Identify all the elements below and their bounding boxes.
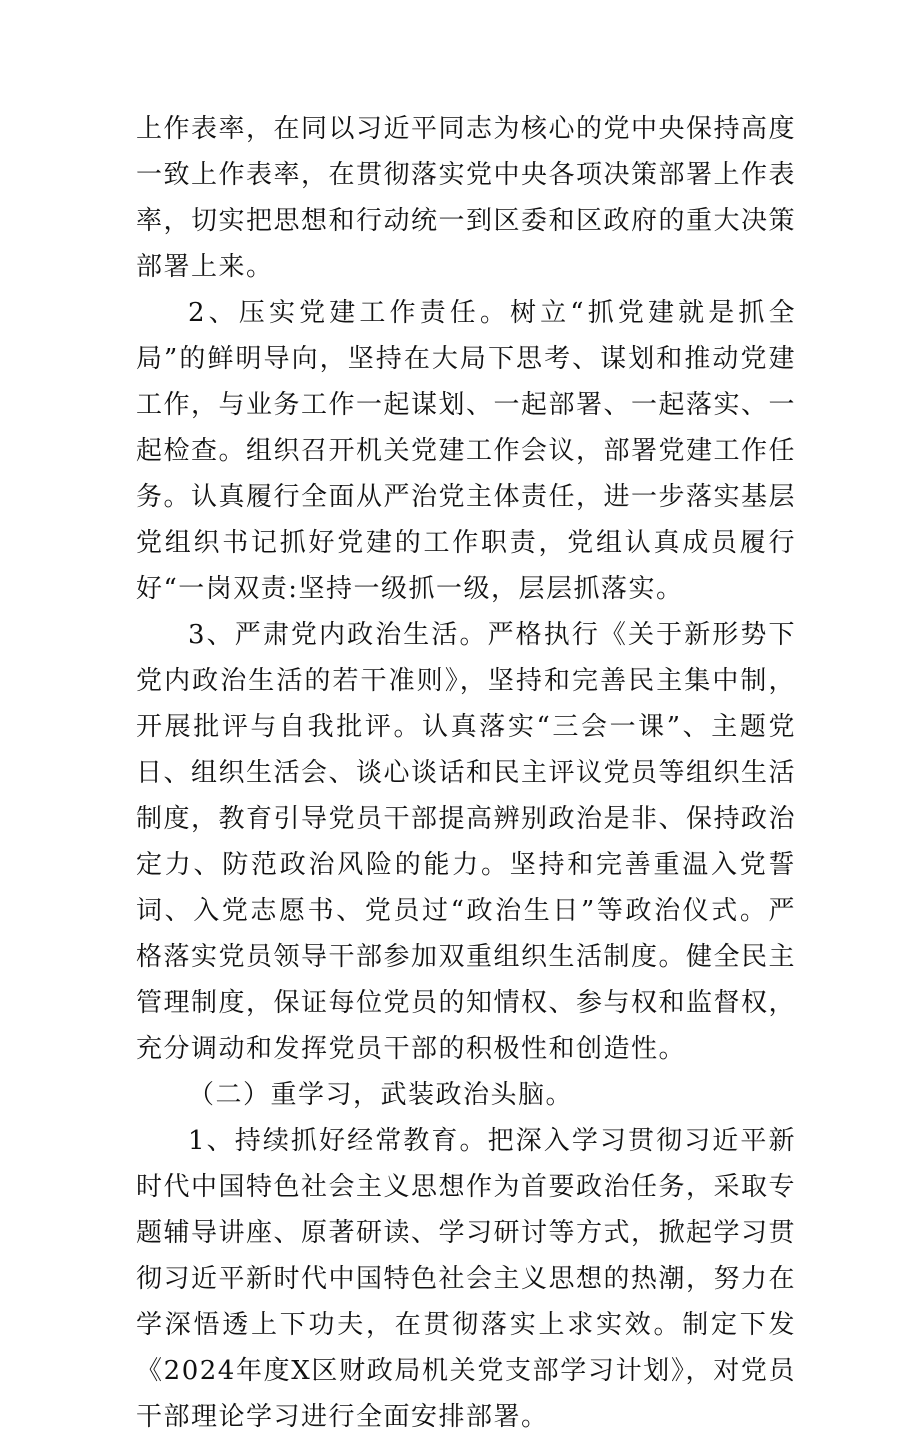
paragraph-item-1: 1、持续抓好经常教育。把深入学习贯彻习近平新时代中国特色社会主义思想作为首要政治任务，采取专题辅导讲座、原著研读、学习研讨等方式，掀起学习贯彻习近平新时代中国特色社会主义思想的热潮，努力在学深悟透上下功夫，在贯彻落实上求实效。制定下发《2024年度X区财政局机关党支部学习计划》，对党员干部理论学习进行全面安排部署。: [136, 1126, 797, 1432]
document-body: [136, 106, 796, 1440]
section-heading-2: （二）重学习，武装政治头脑。: [188, 1080, 574, 1110]
paragraph-item-3: 3、严肃党内政治生活。严格执行《关于新形势下党内政治生活的若干准则》，坚持和完善民主集中制，开展批评与自我批评。认真落实“三会一课”、主题党日、组织生活会、谈心谈话和民主评议党员等组织生活制度，教育引导党员干部提高辨别政治是非、保持政治定力、防范政治风险的能力。坚持和完善重温入党誓词、入党志愿书、党员过“政治生日”等政治仪式。严格落实党员领导干部参加双重组织生活制度。健全民主管理制度，保证每位党员的知情权、参与权和监督权，充分调动和发挥党员干部的积极性和创造性。: [136, 620, 797, 1064]
paragraph-continuation: 上作表率，在同以习近平同志为核心的党中央保持高度一致上作表率，在贯彻落实党中央各项决策部署上作表率，切实把思想和行动统一到区委和区政府的重大决策部署上来。: [136, 114, 797, 282]
paragraph-item-2: 2、压实党建工作责任。树立“抓党建就是抓全局”的鲜明导向，坚持在大局下思考、谋划和推动党建工作，与业务工作一起谋划、一起部署、一起落实、一起检查。组织召开机关党建工作会议，部署党建工作任务。认真履行全面从严治党主体责任，进一步落实基层党组织书记抓好党建的工作职责，党组认真成员履行好“一岗双责:坚持一级抓一级，层层抓落实。: [136, 298, 797, 604]
